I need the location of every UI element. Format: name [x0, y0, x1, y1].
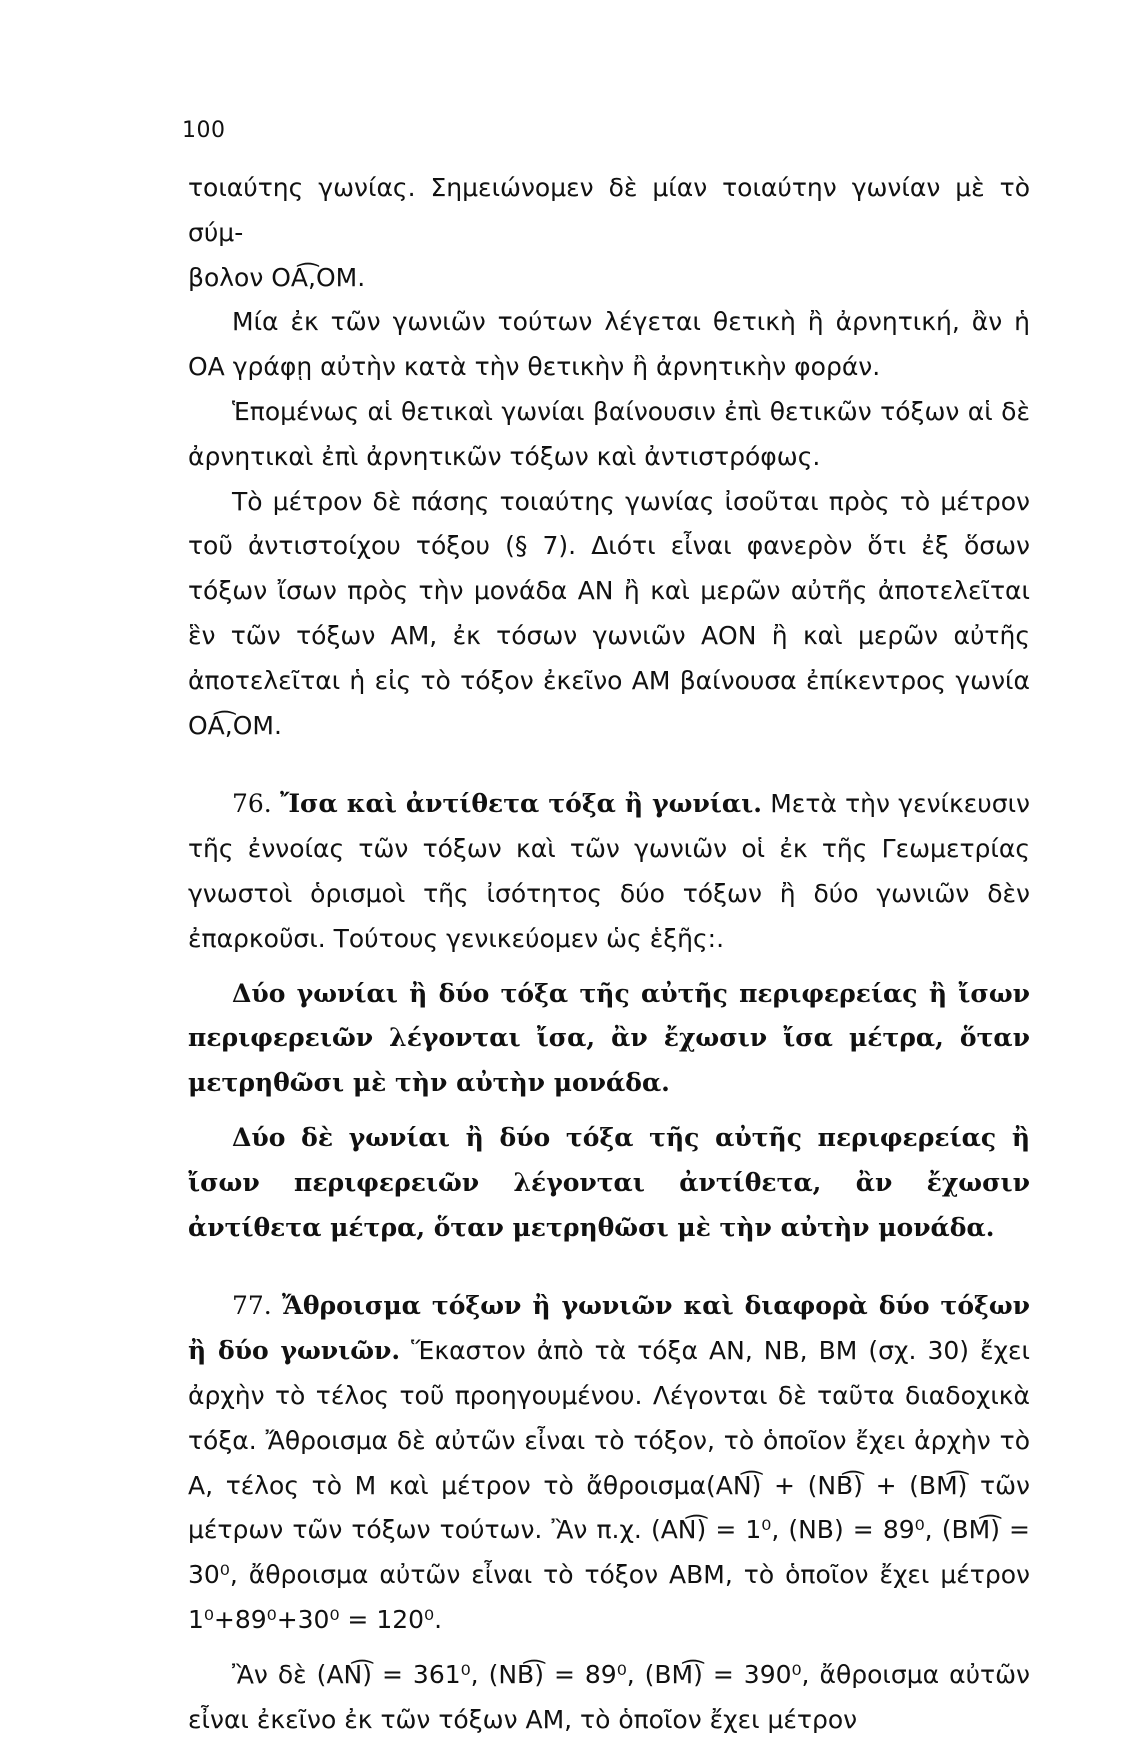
section-title: Ἴσα καὶ ἀντίθετα τόξα ἢ γωνίαι. — [280, 789, 762, 819]
definition-equal: Δύο γωνίαι ἢ δύο τόξα τῆς αὐτῆς περιφερείας ἢ ἴσων περιφερειῶν λέγονται ἴσα, ἂν ἔχωσιν ἴσα μέτρα, ὅταν μετρηθῶσι μὲ τὴν αὐτὴν μονάδα. — [188, 978, 1030, 1098]
section-76 — [188, 782, 1030, 961]
section-title: Ἄθροισμα τόξων ἢ γωνιῶν καὶ διαφορὰ δύο τόξων ἢ δύο γωνιῶν. — [188, 1291, 1030, 1366]
page-number: 100 — [182, 118, 226, 143]
definition-opposite: Δύο δὲ γωνίαι ἢ δύο τόξα τῆς αὐτῆς περιφερείας ἢ ἴσων περιφερειῶν λέγονται ἀντίθετα, ἂν ἔχωσιν ἀντίθετα μέτρα, ὅταν μετρηθῶσι μὲ τὴν αὐτὴν μονάδα. — [188, 1122, 1030, 1242]
paragraph-sign-definition: Μία ἐκ τῶν γωνιῶν τούτων λέγεται θετικὴ ἢ ἀρνητική, ἂν ἡ ΟΑ γράφῃ αὐτὴν κατὰ τὴν θετικὴν ἢ ἀρνητικὴν φοράν. — [188, 307, 1030, 382]
paragraph-example: Ἂν δὲ (ΑΝ͡) = 361⁰, (ΝΒ͡) = 89⁰, (ΒΜ͡) = 390⁰, ἄθροισμα αὐτῶν εἶναι ἐκεῖνο ἐκ τῶν τόξων ΑΜ, τὸ ὁποῖον ἔχει μέτρον — [188, 1659, 1030, 1734]
section-body: Μετὰ τὴν γενίκευσιν τῆς ἐννοίας τῶν τόξων καὶ τῶν γωνιῶν οἱ ἐκ τῆς Γεωμετρίας γνωστοὶ ὁρισμοὶ τῆς ἰσότητος δύο τόξων ἢ δύο γωνιῶν δὲν ἐπαρκοῦσι. Τούτους γενικεύομεν ὡς ἑξῆς:. — [188, 789, 1030, 953]
paragraph-continuation: τοιαύτης γωνίας. Σημειώνομεν δὲ μίαν τοιαύτην γωνίαν μὲ τὸ σύμ- — [188, 173, 1030, 247]
section-number: 76. — [232, 789, 272, 819]
page-body — [188, 166, 1030, 1742]
paragraph-consequence: Ἑπομένως αἱ θετικαὶ γωνίαι βαίνουσιν ἐπὶ θετικῶν τόξων αἱ δὲ ἀρνητικαὶ ἐπὶ ἀρνητικῶν τόξων καὶ ἀντιστρόφως. — [188, 396, 1030, 471]
paragraph-angle-measure: Τὸ μέτρον δὲ πάσης τοιαύτης γωνίας ἰσοῦται πρὸς τὸ μέτρον τοῦ ἀντιστοίχου τόξου (§ 7). Διότι εἶναι φανερὸν ὅτι ἐξ ὅσων τόξων ἴσων πρὸς τὴν μονάδα ΑΝ ἢ καὶ μερῶν αὐτῆς ἀποτελεῖται ἓν τῶν τόξων ΑΜ, ἐκ τόσων γωνιῶν ΑΟΝ ἢ καὶ μερῶν αὐτῆς ἀποτελεῖται ἡ εἰς τὸ τόξον ἐκεῖνο ΑΜ βαίνουσα ἐπίκεντρος γωνία ΟΑ͡,ΟΜ. — [188, 486, 1030, 740]
section-body: Ἕκαστον ἀπὸ τὰ τόξα ΑΝ, ΝΒ, ΒΜ (σχ. 30) ἔχει ἀρχὴν τὸ τέλος τοῦ προηγουμένου. Λέγονται δὲ ταῦτα διαδοχικὰ τόξα. Ἄθροισμα δὲ αὐτῶν εἶναι τὸ τόξον, τὸ ὁποῖον ἔχει ἀρχὴν τὸ Α, τέλος τὸ Μ καὶ μέτρον τὸ ἄθροισμα(ΑΝ͡) + (ΝΒ͡) + (ΒΜ͡) τῶν μέτρων τῶν τόξων τούτων. Ἂν π.χ. (ΑΝ͡) = 1⁰, (ΝΒ) = 89⁰, (ΒΜ͡) = 30⁰, ἄθροισμα αὐτῶν εἶναι τὸ τόξον ΑΒΜ, τὸ ὁποῖον ἔχει μέτρον 1⁰+89⁰+30⁰ = 120⁰. — [188, 1336, 1030, 1634]
section-77 — [188, 1284, 1030, 1642]
paragraph-continuation-end: βολον ΟΑ͡,ΟΜ. — [188, 262, 366, 292]
section-number: 77. — [232, 1291, 272, 1321]
